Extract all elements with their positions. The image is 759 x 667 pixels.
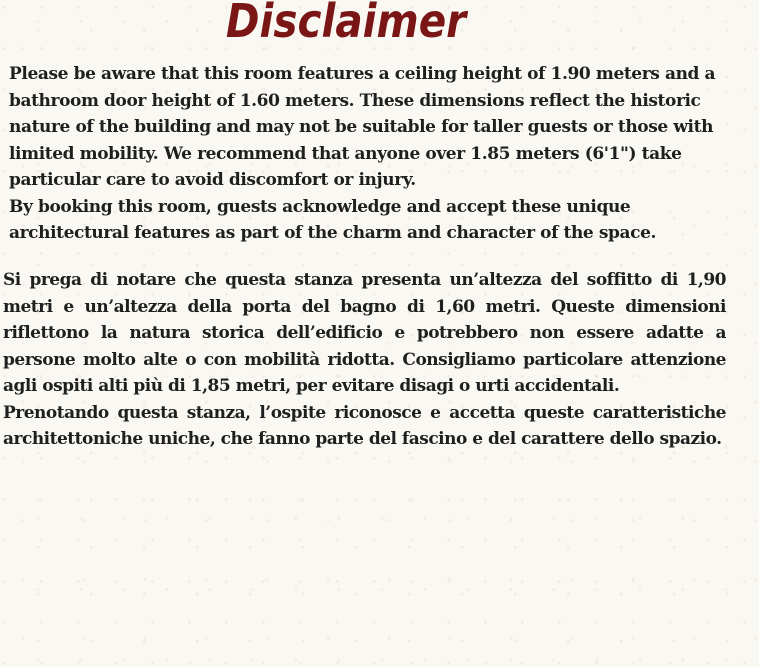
english-disclaimer <box>9 61 729 247</box>
italian-paragraph-acknowledgement: Prenotando questa stanza, l’ospite riconosce e accetta queste caratteristiche architettoniche uniche, che fanno parte del fascino e del carattere dello spazio. <box>3 402 726 449</box>
english-paragraph-height-notice: Please be aware that this room features a ceiling height of 1.90 meters and a bathroom door height of 1.60 meters. These dimensions reflect the historic nature of the building and may not be suitable for taller guests or those with limited mobility. We recommend that anyone over 1.85 meters (6'1") take particular care to avoid discomfort or injury. <box>9 64 716 190</box>
italian-paragraph-height-notice: Si prega di notare che questa stanza presenta un’altezza del soffitto di 1,90 metri e un’altezza della porta del bagno di 1,60 metri. Queste dimensioni riflettono la natura storica dell’edificio e potrebbero non essere adatte a persone molto alte o con mobilità ridotta. Consigliamo particolare attenzione agli ospiti alti più di 1,85 metri, per evitare disagi o urti accidentali. <box>3 270 726 396</box>
italian-disclaimer <box>3 267 726 453</box>
page-title: Disclaimer <box>225 0 467 48</box>
english-paragraph-acknowledgement: By booking this room, guests acknowledge and accept these unique architectural features as part of the charm and character of the space. <box>9 196 657 243</box>
